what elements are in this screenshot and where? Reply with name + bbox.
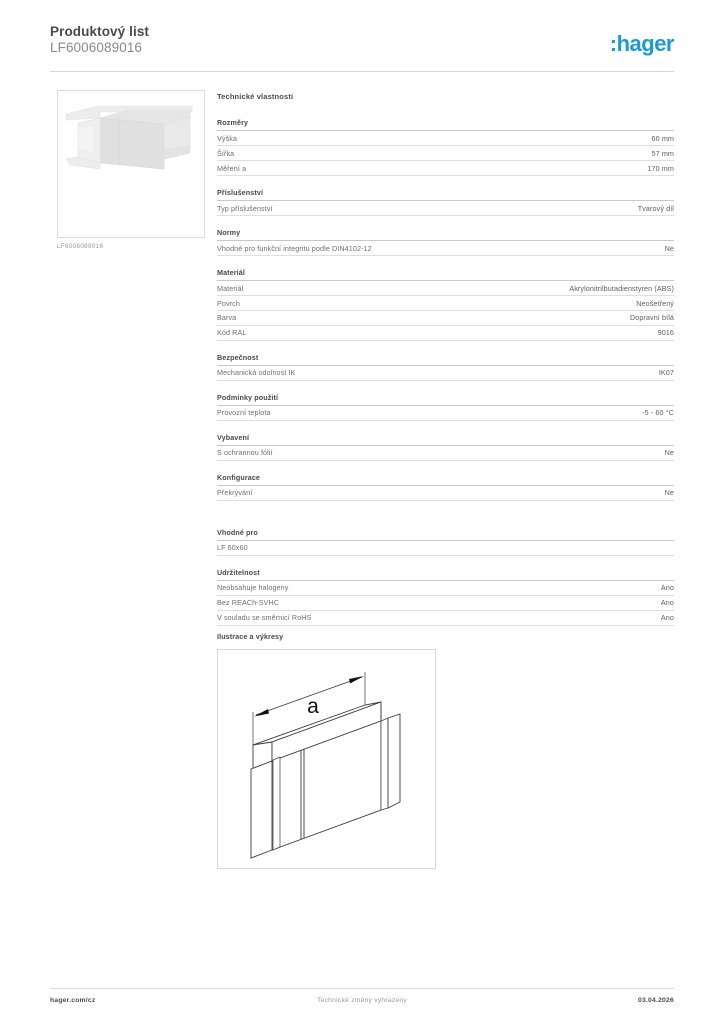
spec-row-value: -5 - 60 °C — [642, 408, 674, 418]
spec-row-value: Ano — [660, 613, 674, 623]
spec-row — [217, 366, 674, 381]
spec-group — [217, 433, 674, 461]
spec-group-title: Podmínky použití — [217, 393, 674, 406]
spec-group-title: Konfigurace — [217, 473, 674, 486]
spec-row-value: Ano — [660, 598, 674, 608]
spec-row — [217, 241, 674, 256]
spec-group-spacer — [217, 341, 674, 353]
spec-group-spacer — [217, 501, 674, 528]
spec-group — [217, 228, 674, 256]
spec-row — [217, 146, 674, 161]
spec-group-spacer — [217, 556, 674, 568]
technical-drawing-box — [217, 649, 436, 869]
illustrations-section — [217, 632, 674, 869]
spec-row-label: S ochrannou fólií — [217, 448, 273, 458]
spec-group-title: Normy — [217, 228, 674, 241]
spec-row-value: Ano — [660, 583, 674, 593]
spec-row-value: 57 mm — [651, 148, 674, 158]
spec-group — [217, 188, 674, 216]
spec-row-value: Ne — [664, 448, 674, 458]
spec-row-label: Výška — [217, 133, 238, 143]
spec-group-spacer — [217, 421, 674, 433]
spec-row-value: Akrylonitrilbutadienstyren (ABS) — [569, 283, 674, 293]
spec-row-value: Ne — [664, 243, 674, 253]
dimension-label-a: a — [307, 695, 319, 718]
spec-row-value: Neošetřený — [636, 298, 674, 308]
spec-row-label: Barva — [217, 313, 237, 323]
page-header — [50, 24, 674, 72]
spec-row — [217, 541, 674, 556]
footer-website-link[interactable]: hager.com/cz — [50, 997, 96, 1004]
spec-group-title: Bezpečnost — [217, 353, 674, 366]
spec-group — [217, 268, 674, 341]
spec-row — [217, 131, 674, 146]
technical-properties-section — [217, 92, 674, 626]
header-divider — [50, 71, 674, 72]
spec-row-label: Bez REACh-SVHC — [217, 598, 280, 608]
spec-row — [217, 296, 674, 311]
spec-row — [217, 611, 674, 626]
spec-group-title: Vhodné pro — [217, 528, 674, 541]
spec-row — [217, 406, 674, 421]
spec-group — [217, 528, 674, 556]
footer-disclaimer: Technické změny vyhrazeny — [317, 997, 407, 1004]
illustrations-title: Ilustrace a výkresy — [217, 632, 284, 641]
spec-group-spacer — [217, 176, 674, 188]
spec-row — [217, 311, 674, 326]
spec-row — [217, 581, 674, 596]
spec-row-value: Dopravní bílá — [629, 313, 674, 323]
spec-group-title: Udržitelnost — [217, 568, 674, 581]
spec-row — [217, 446, 674, 461]
spec-row-label: Kód RAL — [217, 328, 247, 338]
spec-row-value: IK07 — [658, 368, 674, 378]
spec-row-value: 9016 — [657, 328, 674, 338]
spec-row-label: Materiál — [217, 283, 244, 293]
spec-row — [217, 326, 674, 341]
spec-group — [217, 568, 674, 626]
spec-row-label: Neobsahuje halogeny — [217, 583, 289, 593]
spec-group-title: Vybavení — [217, 433, 674, 446]
spec-row — [217, 281, 674, 296]
footer-date: 03.04.2026 — [637, 997, 674, 1004]
spec-row-label: LF 60x60 — [217, 543, 248, 553]
spec-row-label: Měření a — [217, 163, 247, 173]
spec-row — [217, 201, 674, 216]
page-title: Produktový list — [50, 24, 150, 39]
spec-group — [217, 473, 674, 501]
spec-row-value: 60 mm — [651, 133, 674, 143]
spec-group-title: Rozměry — [217, 118, 674, 131]
product-image-caption: LF6006089016 — [57, 243, 104, 250]
spec-group-spacer — [217, 256, 674, 268]
spec-row-label: Typ příslušenství — [217, 203, 273, 213]
spec-row — [217, 596, 674, 611]
spec-row-label: Mechanická odolnost IK — [217, 368, 296, 378]
spec-group — [217, 393, 674, 421]
spec-group-spacer — [217, 216, 674, 228]
spec-row — [217, 161, 674, 176]
spec-row-label: Provozní teplota — [217, 408, 271, 418]
spec-group-title: Příslušenství — [217, 188, 674, 201]
spec-group — [217, 353, 674, 381]
spec-groups — [217, 118, 674, 626]
spec-row-value: Ne — [664, 488, 674, 498]
spec-row-label: Vhodné pro funkční integritu podle DIN4102-12 — [217, 243, 372, 253]
footer-divider — [50, 988, 674, 989]
spec-row-label: Povrch — [217, 298, 240, 308]
spec-row-label: Šířka — [217, 148, 235, 158]
product-image — [57, 90, 205, 238]
page-footer — [50, 997, 674, 1011]
spec-group-spacer — [217, 461, 674, 473]
technical-drawing-svg — [218, 650, 435, 868]
spec-group-spacer — [217, 381, 674, 393]
product-render-svg — [58, 91, 202, 235]
technical-properties-title: Technické vlastnosti — [217, 92, 294, 101]
spec-row — [217, 486, 674, 501]
spec-group — [217, 118, 674, 176]
page-subtitle-product-code: LF6006089016 — [50, 40, 143, 55]
spec-row-value: Tvarový díl — [637, 203, 674, 213]
spec-row-label: V souladu se směrnicí RoHS — [217, 613, 312, 623]
spec-row-value: 170 mm — [647, 163, 674, 173]
spec-row-label: Překrývání — [217, 488, 253, 498]
hager-logo: :hager — [609, 31, 674, 56]
spec-group-title: Materiál — [217, 268, 674, 281]
